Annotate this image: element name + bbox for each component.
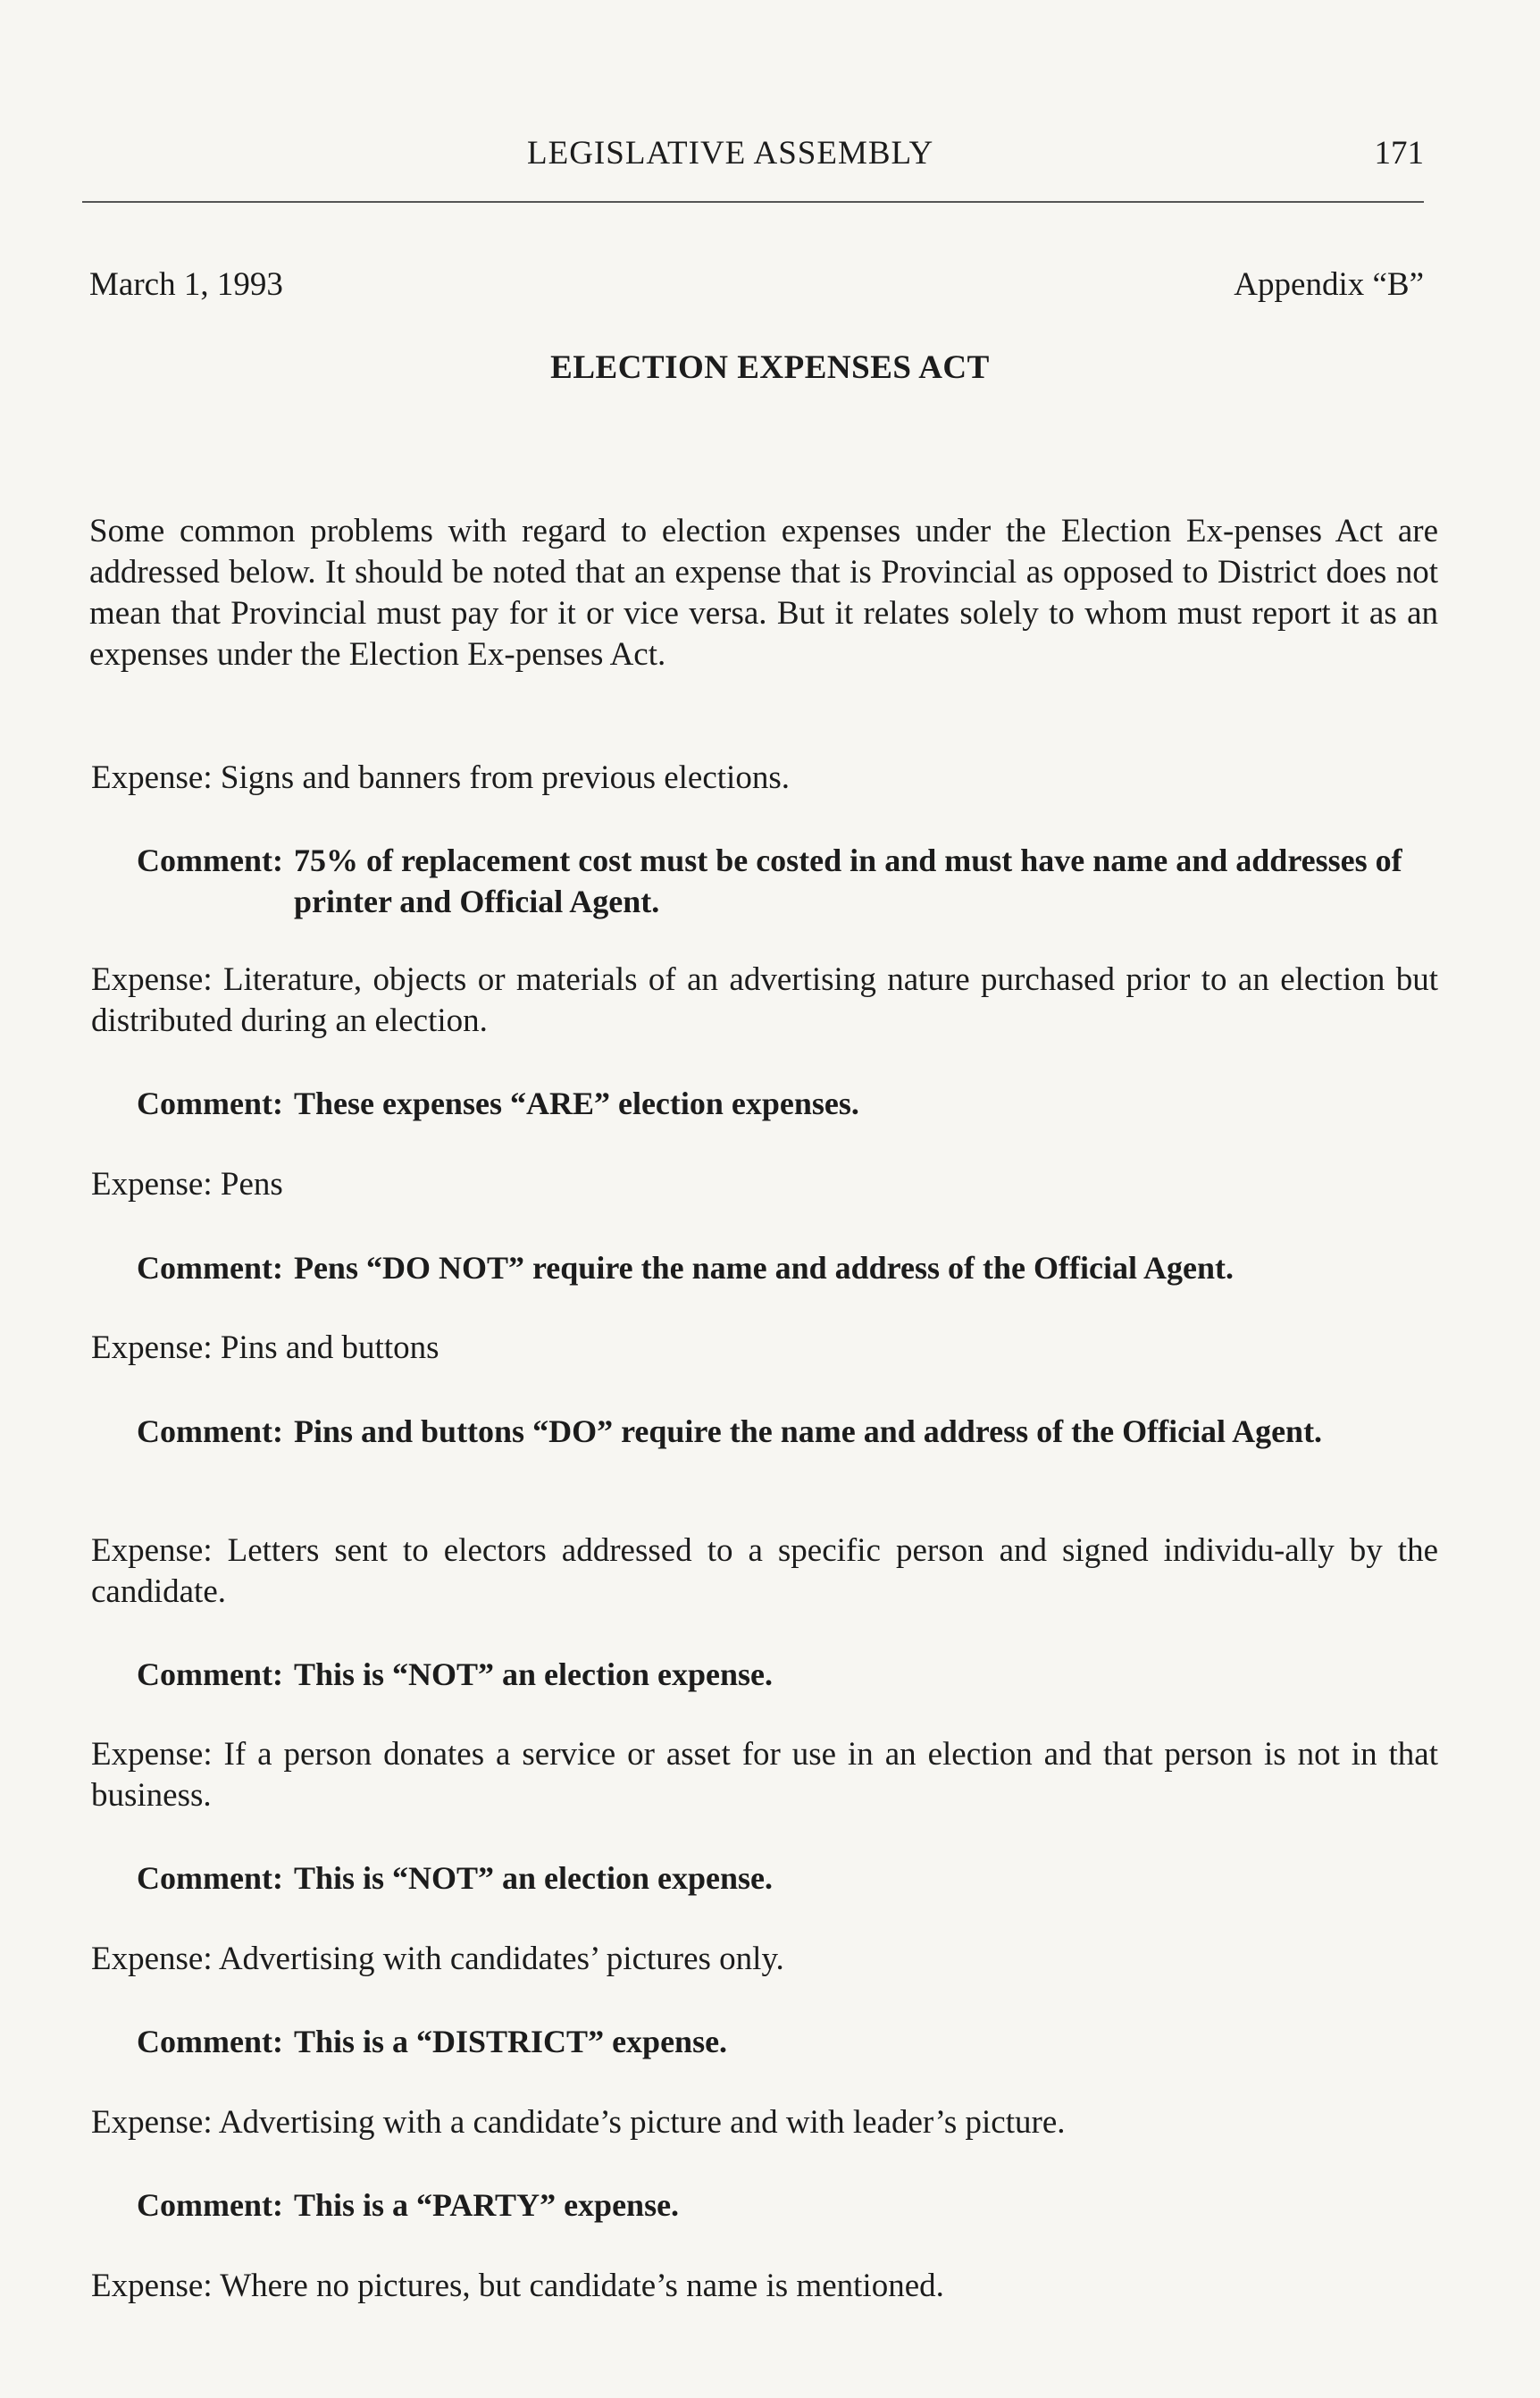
page-number: 171 <box>1374 135 1424 172</box>
appendix-label: Appendix “B” <box>1234 266 1424 303</box>
comment-item <box>137 1083 1441 1124</box>
comment-text: This is a “DISTRICT” expense. <box>293 2024 728 2059</box>
expense-item: Expense: Pens <box>91 1166 283 1203</box>
running-head: LEGISLATIVE ASSEMBLY <box>527 135 934 172</box>
comment-label: Comment: <box>137 2187 283 2223</box>
comment-item <box>137 1411 1441 1452</box>
comment-label: Comment: <box>137 1086 283 1121</box>
act-title: ELECTION EXPENSES ACT <box>550 349 990 386</box>
expense-item: Expense: Advertising with candidates’ pictures only. <box>91 1941 784 1977</box>
expense-item: Expense: Advertising with a candidate’s picture and with leader’s picture. <box>91 2104 1066 2141</box>
expense-item: Expense: Letters sent to electors addressed to a specific person and signed individu-ally by the candidate. <box>91 1532 1438 1610</box>
header-rule <box>82 201 1424 203</box>
comment-item <box>137 1654 1441 1695</box>
comment-item <box>137 2021 1441 2062</box>
comment-label: Comment: <box>137 1860 283 1896</box>
intro-paragraph: Some common problems with regard to election expenses under the Election Ex-penses Act are addressed below. It should be noted that an expense that is Provincial as opposed to District does not mean that Provincial must pay for it or vice versa. But it relates solely to whom must report it as an expenses under the Election Ex-penses Act. <box>89 513 1438 673</box>
comment-item <box>137 1857 1441 1899</box>
comment-label: Comment: <box>137 1656 283 1692</box>
comment-label: Comment: <box>137 1413 283 1449</box>
comment-text: 75% of replacement cost must be costed in and must have name and addresses of printer and Official Agent. <box>293 843 1402 919</box>
document-date: March 1, 1993 <box>89 266 283 303</box>
comment-item <box>137 2184 1441 2226</box>
comment-text: This is “NOT” an election expense. <box>293 1656 773 1692</box>
comment-item <box>137 1247 1441 1288</box>
comment-label: Comment: <box>137 1250 283 1286</box>
comment-label: Comment: <box>137 843 283 878</box>
expense-item: Expense: Pins and buttons <box>91 1329 439 1366</box>
comment-text: Pens “DO NOT” require the name and address of the Official Agent. <box>293 1250 1234 1286</box>
comment-text: Pins and buttons “DO” require the name and address of the Official Agent. <box>293 1413 1323 1449</box>
expense-item: Expense: If a person donates a service or asset for use in an election and that person is not in that business. <box>91 1736 1438 1814</box>
comment-text: This is a “PARTY” expense. <box>293 2187 680 2223</box>
comment-label: Comment: <box>137 2024 283 2059</box>
expense-item: Expense: Literature, objects or materials of an advertising nature purchased prior to an election but distributed during an election. <box>91 961 1438 1039</box>
expense-item: Expense: Where no pictures, but candidate’s name is mentioned. <box>91 2268 944 2304</box>
comment-text: These expenses “ARE” election expenses. <box>293 1086 859 1121</box>
comment-item <box>137 840 1441 922</box>
expense-item: Expense: Signs and banners from previous elections. <box>91 759 790 796</box>
comment-text: This is “NOT” an election expense. <box>293 1860 773 1896</box>
